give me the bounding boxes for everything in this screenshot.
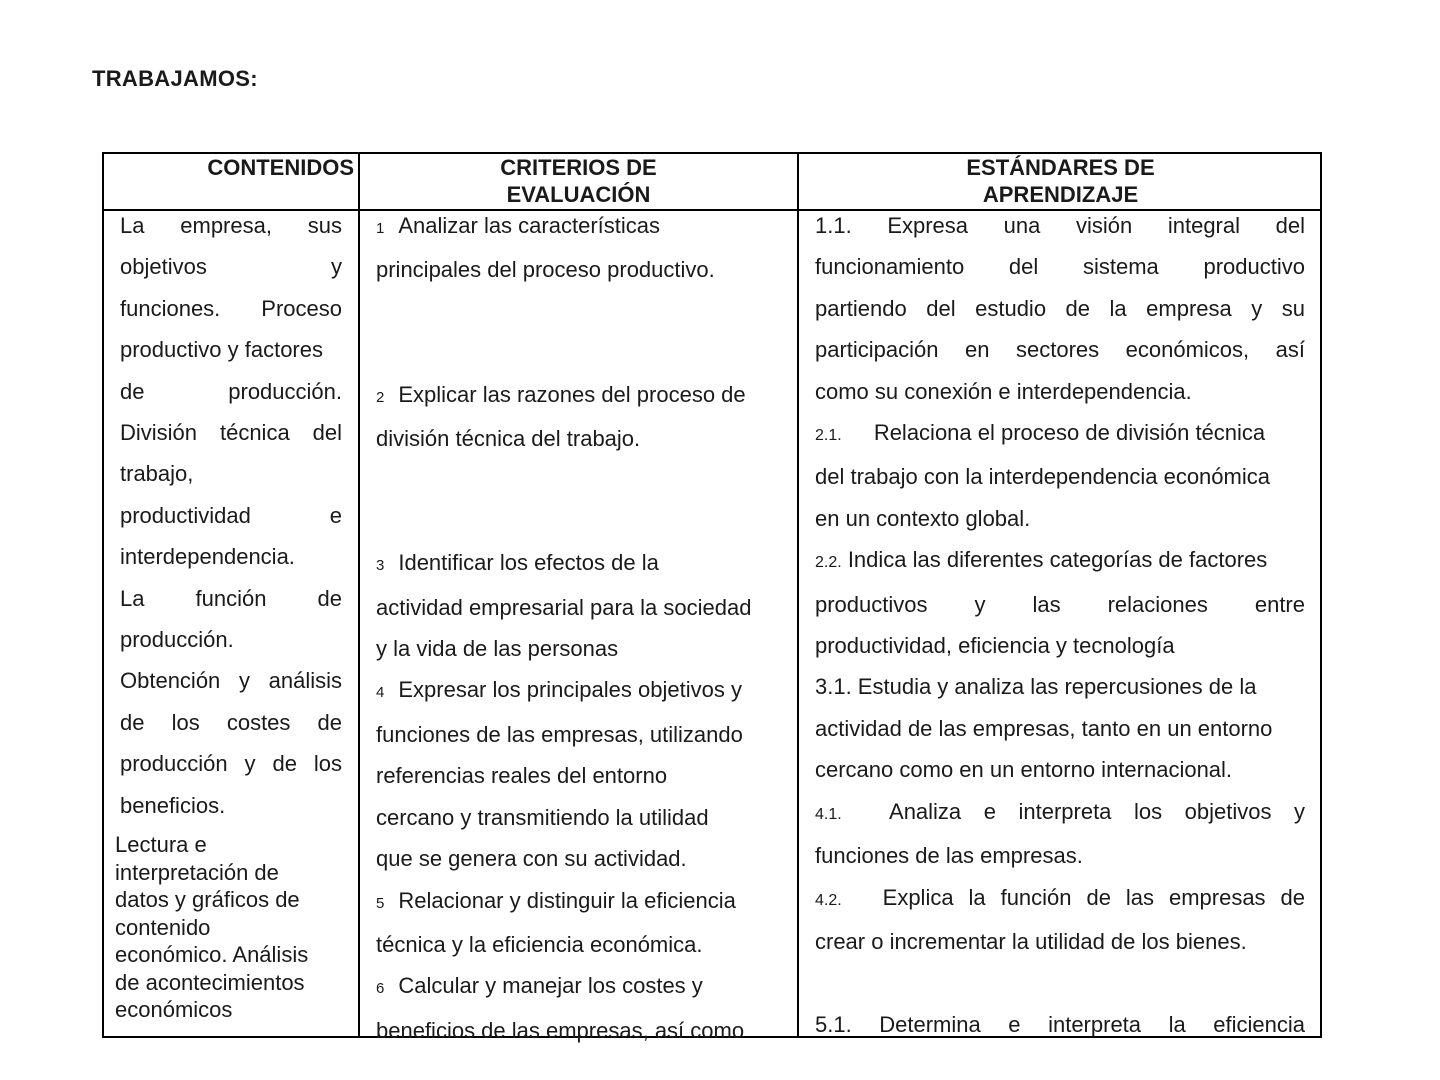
criterio-line [376,838,786,879]
estandar-text: funciones de las empresas. [815,843,1083,869]
criterio-line [376,459,786,500]
estandar-line [815,246,1305,287]
estandar-text: Analiza e interpreta los objetivos y [889,798,1305,824]
contenidos-line: productividad e [120,502,342,528]
criterio-line [376,587,786,628]
estandar-line [815,666,1305,707]
contenidos-block-line: datos y gráficos de [115,887,300,912]
estandar-text: 3.1. Estudia y analiza las repercusiones de la [815,674,1257,700]
criterio-text: funciones de las empresas, utilizando [376,721,743,747]
contenidos-block-line: de acontecimientos [115,969,305,995]
estandar-line [815,962,1305,1003]
criterio-line [376,501,786,542]
estandar-text: funcionamiento del sistema productivo [815,254,1305,280]
estandar-line [815,329,1305,370]
estandar-text: Relaciona el proceso de división técnica [873,420,1266,446]
criterio-text: Relacionar y distinguir la eficiencia [398,887,736,913]
estandar-line [815,1004,1305,1045]
criterio-text: división técnica del trabajo. [376,426,641,452]
estandar-line [815,456,1305,497]
contenidos-block-line: económicos [115,997,233,1022]
criterio-line [376,628,786,669]
criterio-text: cercano y transmitiendo la utilidad [376,804,709,830]
criterio-line [376,291,786,332]
estandar-text: actividad de las empresas, tanto en un entorno [815,715,1273,741]
estandar-line [815,921,1305,962]
contenidos-line: La empresa, sus [120,213,342,238]
estandar-text: Indica las diferentes categorías de factores [847,547,1268,573]
contenidos-line: producción. [120,627,234,653]
criterio-line [376,924,786,965]
column-divider [797,154,799,1036]
estandar-line [815,791,1305,835]
criterio-number: 3 [376,557,385,575]
estandar-line [815,584,1305,625]
criterio-number: 4 [376,684,385,702]
contenidos-line: de los costes de [120,709,342,735]
contenidos-line: interdependencia. [120,544,295,570]
estandar-line [815,498,1305,539]
estandar-text: Explica la función de las empresas de [882,884,1305,910]
estandar-text: 5.1. Determina e interpreta la eficiencia [815,1011,1305,1037]
header-criterios: CRITERIOS DE EVALUACIÓN [500,155,657,207]
criterio-text: referencias reales del entorno [376,763,668,789]
contenidos-line: productivo y factores [120,337,323,363]
criterio-number: 2 [376,388,385,406]
estandar-line [815,539,1305,583]
estandar-number: 4.1. [815,805,842,823]
estandar-line [815,625,1305,666]
estandar-number: 4.2. [815,891,842,909]
estandar-line [815,877,1305,921]
contenidos-line: División técnica del [120,420,342,446]
criterio-text: técnica y la eficiencia económica. [376,931,703,957]
contenidos-block-line: Lectura e [115,832,207,857]
contenidos-line: beneficios. [120,792,226,818]
estandar-text: productivos y las relaciones entre [815,591,1305,617]
contenidos-line: de producción. [120,378,342,404]
header-contenidos: CONTENIDOS [207,155,354,180]
criterio-text: actividad empresarial para la sociedad [376,594,752,620]
estandar-line [815,749,1305,790]
estandar-number: 2.2. [815,554,842,572]
estandares-column [815,205,1305,1045]
criterio-text: y la vida de las personas [376,636,619,662]
criterio-line [376,669,786,713]
criterio-line [376,205,786,249]
contenidos-line: objetivos y [120,254,342,280]
estandar-text: partiendo del estudio de la empresa y su [815,295,1305,321]
criterio-text: Expresar los principales objetivos y [398,677,742,703]
contenidos-line: trabajo, [120,461,194,487]
criterio-text: Identificar los efectos de la [398,550,659,576]
contenidos-block-line: interpretación de [115,859,279,885]
estandar-text: del trabajo con la interdependencia económica [815,464,1270,490]
estandar-text: en un contexto global. [815,505,1031,531]
criterio-line [376,880,786,924]
criterio-text: beneficios de las empresas, así como [376,1017,745,1043]
estandar-text: como su conexión e interdependencia. [815,378,1192,404]
criterio-line [376,1010,786,1051]
column-divider [358,154,360,1036]
estandar-line [815,371,1305,412]
contenidos-block-line: contenido [115,914,211,940]
criterio-number: 1 [376,220,385,237]
estandar-text: participación en sectores económicos, así [815,337,1305,363]
criterio-text: que se genera con su actividad. [376,846,687,872]
criterio-line [376,374,786,418]
criterio-text: Explicar las razones del proceso de [398,381,746,407]
contenidos-line: funciones. Proceso [120,295,342,321]
contenidos-line: Obtención y análisis [120,668,342,694]
estandar-text: productividad, eficiencia y tecnología [815,633,1175,659]
estandar-text: 1.1. Expresa una visión integral del [815,213,1305,238]
criterio-line [376,797,786,838]
section-heading: TRABAJAMOS: [92,66,258,91]
criterio-text: Calcular y manejar los costes y [398,973,703,999]
criterio-number: 5 [376,894,385,912]
estandar-text: crear o incrementar la utilidad de los bienes. [815,928,1247,954]
criterio-text: Analizar las características [398,213,660,238]
estandar-line [815,288,1305,329]
estandar-number: 2.1. [815,427,842,445]
criterio-line [376,249,786,290]
criterio-line [376,755,786,796]
header-estandares: ESTÁNDARES DE APRENDIZAJE [966,155,1155,207]
contenidos-block-line: económico. Análisis [115,942,309,967]
criterio-line [376,332,786,373]
contenidos-line: producción y de los [120,751,342,777]
criterio-line [376,418,786,459]
contenidos-column [120,205,342,826]
criterio-line [376,965,786,1009]
criterio-line [376,714,786,755]
contenidos-line: La función de [120,585,342,611]
estandar-line [815,205,1305,246]
estandar-text: cercano como en un entorno internacional. [815,757,1233,783]
criterio-number: 6 [376,980,385,998]
contenidos-block [115,831,347,1024]
estandar-line [815,835,1305,876]
criterio-text: principales del proceso productivo. [376,257,715,283]
criterios-column [376,205,786,1051]
curriculum-table [102,152,1322,1043]
criterio-line [376,542,786,586]
estandar-line [815,412,1305,456]
estandar-line [815,708,1305,749]
